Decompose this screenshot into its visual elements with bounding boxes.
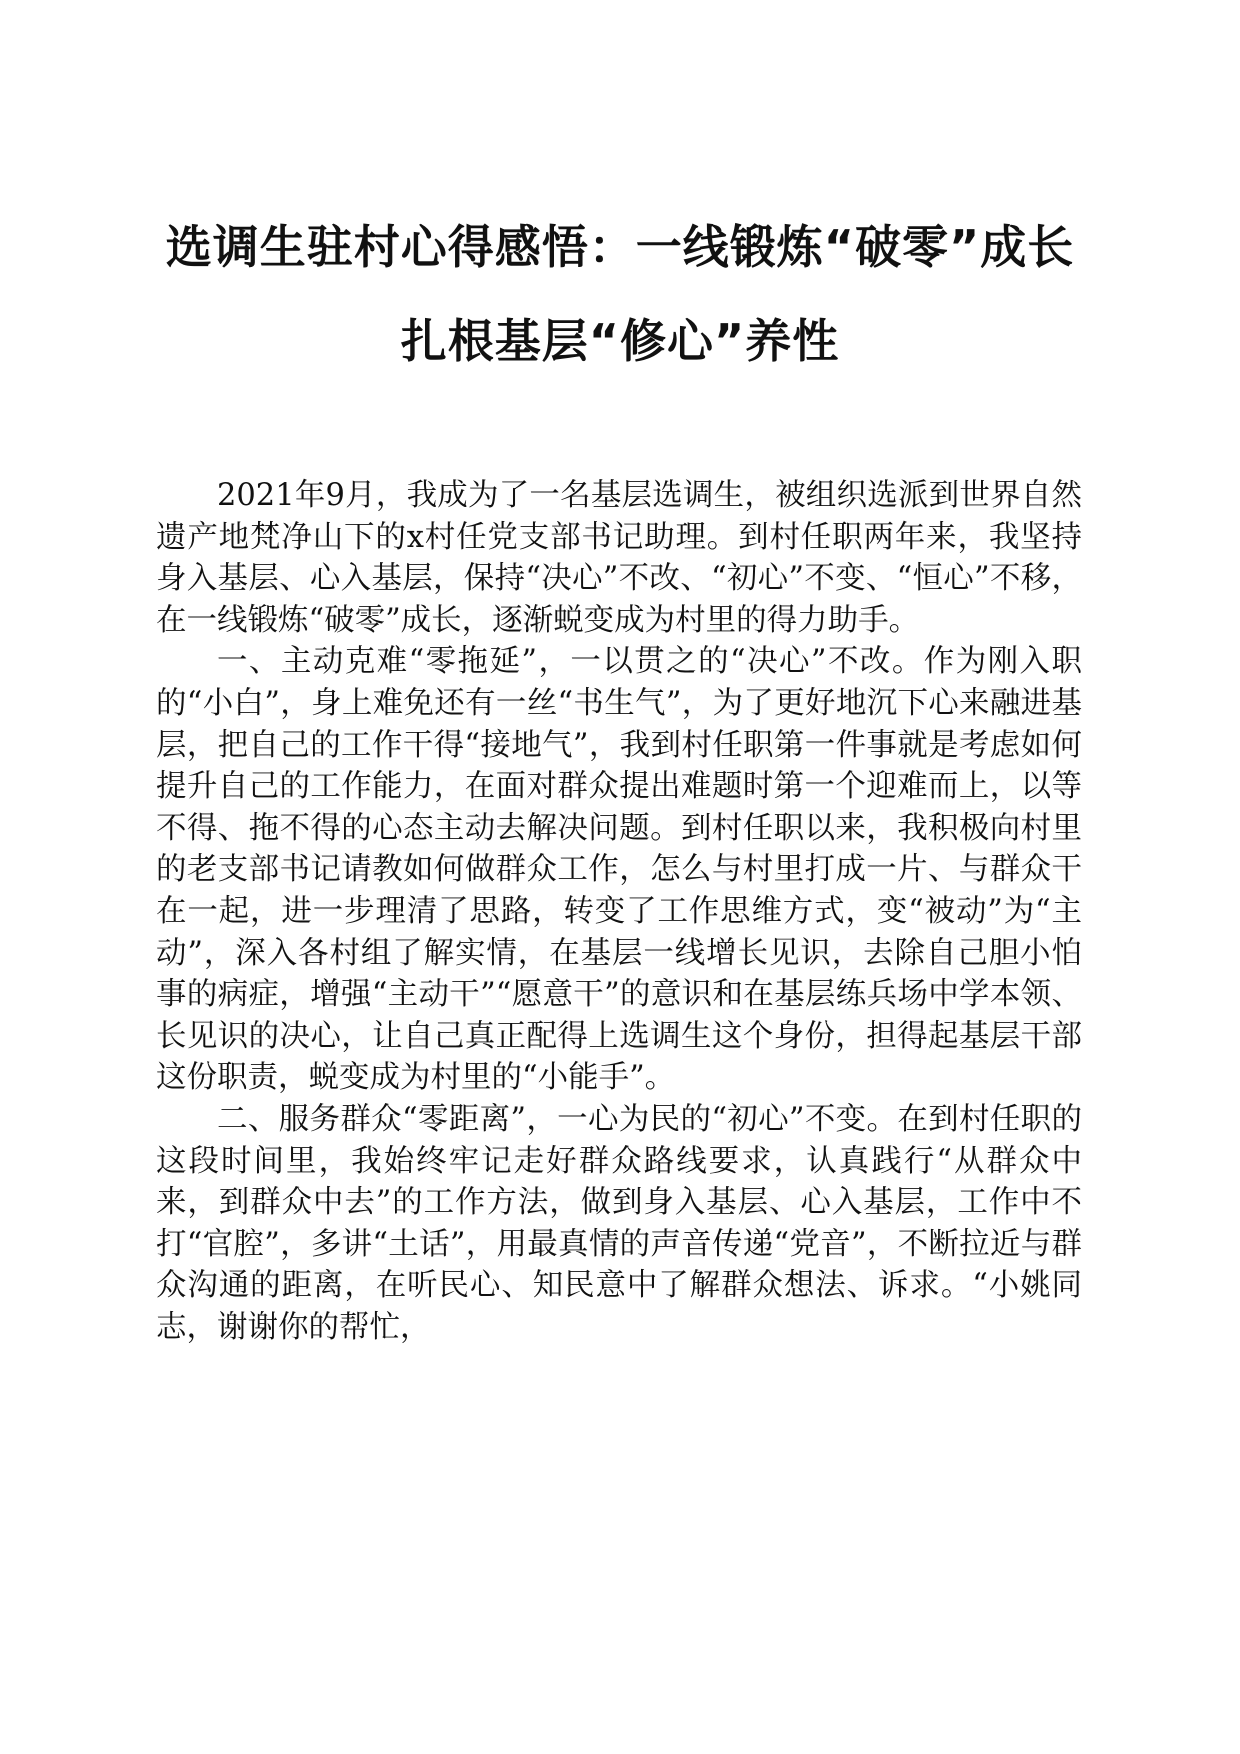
paragraph-section-1: 一、主动克难“零拖延”，一以贯之的“决心”不改。作为刚入职的“小白”，身上难免还有一丝“书生气”，为了更好地沉下心来融进基层，把自己的工作干得“接地气”，我到村任职第一件事就是考虑如何提升自己的工作能力，在面对群众提出难题时第一个迎难而上，以等不得、拖不得的心态主动去解决问题。到村任职以来，我积极向村里的老支部书记请教如何做群众工作，怎么与村里打成一片、与群众干在一起，进一步理清了思路，转变了工作思维方式，变“被动”为“主动”，深入各村组了解实情，在基层一线增长见识，去除自己胆小怕事的病症，增强“主动干”“愿意干”的意识和在基层练兵场中学本领、长见识的决心，让自己真正配得上选调生这个身份，担得起基层干部这份职责，蜕变成为村里的“小能手”。: [156, 644, 1082, 1096]
title-line-1: 选调生驻村心得感悟：一线锻炼“破零”成长: [165, 220, 1075, 274]
paragraph-section-2: 二、服务群众“零距离”，一心为民的“初心”不变。在到村任职的这段时间里，我始终牢记走好群众路线要求，认真践行“从群众中来，到群众中去”的工作方法，做到身入基层、心入基层，工作中不打“官腔”，多讲“土话”，用最真情的声音传递“党音”，不断拉近与群众沟通的距离，在听民心、知民意中了解群众想法、诉求。“小姚同志，谢谢你的帮忙，: [156, 1101, 1082, 1345]
paragraph-intro: 2021年9月，我成为了一名基层选调生，被组织选派到世界自然遗产地梵净山下的x村任党支部书记助理。到村任职两年来，我坚持身入基层、心入基层，保持“决心”不改、“初心”不变、“恒心”不移，在一线锻炼“破零”成长，逐渐蜕变成为村里的得力助手。: [156, 478, 1082, 638]
document-title: [150, 222, 1090, 366]
document-body: [156, 475, 1082, 1348]
title-line-2: 扎根基层“修心”养性: [400, 314, 840, 368]
